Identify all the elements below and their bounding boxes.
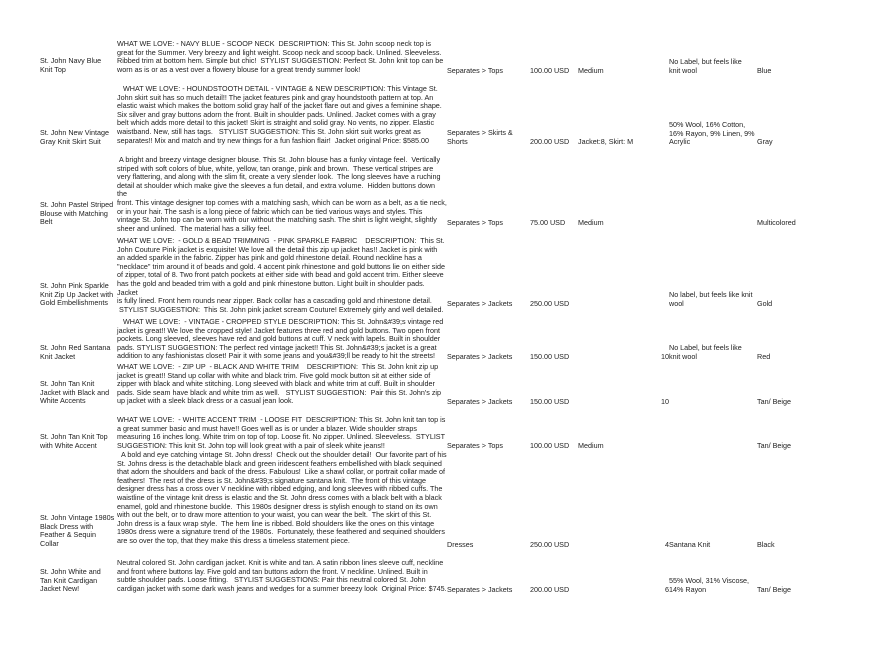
product-material: No label, but feels like knit wool <box>669 290 753 308</box>
product-note: 4 <box>665 540 669 549</box>
product-material: No Label, but feels like knit wool <box>669 343 742 361</box>
product-price: 250.00 USD <box>530 540 570 549</box>
product-description: WHAT WE LOVE: - NAVY BLUE - SCOOP NECK DESCRIPTION: This St. John scoop neck top is great for the Summer. Very breezy and light weight. Scoop neck and scoop back. Unlined. Sleeveless. Ribbed trim at bottom hem. Simple but chic! STYLIST SUGGESTION: Perfect St. John knit top can be worn as is or as a vest over a flowery blouse for a great trendy summer look! <box>117 39 444 74</box>
product-material: No Label, but feels like knit wool <box>669 57 742 75</box>
product-name: St. John Tan Knit Top with White Accent <box>40 432 108 450</box>
product-size: Jacket:8, Skirt: M <box>578 137 634 146</box>
product-name: St. John Red Santana Knit Jacket <box>40 343 111 361</box>
product-size: Medium <box>578 441 604 450</box>
product-description: WHAT WE LOVE: - GOLD & BEAD TRIMMING - PINK SPARKLE FABRIC DESCRIPTION: This St. John Couture Pink jacket is exquisite! We love all the detail this zip up jacket has!! Jacket is pink with an added sparkle in the fabric. Zipper has pink and gold rhinestone detail. Round neckline has a "necklace" trim around it of beads and gold. 4 accent pink rhinestone and gold buttons lie on either side of zipper, total of 8. Two front patch pockets at either side with bead and gold accent trim. Either sleeve has the gold and beaded trim with a gold and pink rhinestone button. Light built in shoulder pads. Jacket is fully lined. Front hem rounds near zipper. Back collar has a cascading gold and rhinestone detail. STYLIST SUGGESTION: This St. John pink jacket scream Couture! Extremely girly and well detailed. <box>117 236 445 314</box>
product-material: 50% Wool, 16% Cotton, 16% Rayon, 9% Linen, 9% Acrylic <box>669 120 755 147</box>
product-size: Medium <box>578 218 604 227</box>
product-note: 10 <box>661 397 669 406</box>
product-description: WHAT WE LOVE: - ZIP UP - BLACK AND WHITE TRIM DESCRIPTION: This St. John knit zip up jacket is great!! Stand up collar with white and black trim. Five gold mock button sit at either side of zipper with black and white stitching. Long sleeved with black and white trim at cuff. Built in shoulder pads. Side seam have black and white trim as well. STYLIST SUGGESTION: Pair this St. John's zip up jacket with a sleek black dress or a casual jean look. <box>117 362 442 406</box>
product-color: Multicolored <box>757 218 796 227</box>
product-description: A bold and eye catching vintage St. John dress! Check out the shoulder detail! Our favorite part of his St. Johns dress is the detachable black and green iridescent feathers embellished with black sequined that adorn the shoulders and back of the dress. Fabulous! Like a shawl collar, or portrait collar made of feathers! The rest of the dress is St. John&#39;s signature santana knit. The front of this vintage designer dress has a cross over V neckline with ribbed edging, and long sleeves with ribbed cuffs. The waistline of the vintage knit dress is elastic and the St. John dress comes with a black belt with a black enamel, gold and rhinestone buckle. This 1980s designer dress is stylish enough to stand on its own with out the belt, or to draw more attention to your waist, you can wear the belt. The skirt of this St. John dress is a faux wrap style. The hem line is ribbed. Bold shoulders like the ones on this vintage 1980s dress were a signature trend of the 1980s. Fortunately, these feathered and sequined shoulders are so over the top, that they make this dress a timeless statement piece. <box>117 450 447 545</box>
product-category: Separates > Jackets <box>447 397 513 406</box>
product-description: WHAT WE LOVE: - HOUNDSTOOTH DETAIL - VINTAGE & NEW DESCRIPTION: This Vintage St. John skirt suit has so much detail!! The jacket features pink and gray houndstooth pattern at top. An elastic waist which makes the bottom solid gray half of the jacket flare out and gives a feminine shape. Six silver and gray buttons adorn the front. Built in shoulder pads. Unlined. Jacket comes with a gray belt which adds more detail to this jacket! Skirt is straight and solid gray. No vents, no zipper. Elastic waistband. New, still has tags. STYLIST SUGGESTION: This St. John skirt suit works great as separates!! Mix and match and try new things for a fun fashion flair! Jacket original Price: $585.00 <box>117 84 442 145</box>
product-description: A bright and breezy vintage designer blouse. This St. John blouse has a funky vintage feel. Vertically striped with soft colors of blue, white, yellow, tan orange, pink and brown. These vertical stripes are very flattering, and along with the slim fit, create a very slender look. The long sleeves have a ruching detail at shoulder which make give the sleeves a fun detail, and extra volume. Hidden buttons down the front. This vintage designer top comes with a matching sash, which can be worn as a belt, as a tie neck, or in your hair. The sash is a long piece of fabric which can be tied various ways and styles. This vintage St. John top can be worn with our without the matching sash. The shirt is light weight, slightly sheer and unlined. The material has a silky feel. <box>117 155 447 233</box>
product-material: 55% Wool, 31% Viscose, 14% Rayon <box>669 576 750 594</box>
product-category: Separates > Tops <box>447 66 504 75</box>
product-category: Separates > Jackets <box>447 299 513 308</box>
product-color: Red <box>757 352 771 361</box>
product-price: 150.00 USD <box>530 397 570 406</box>
product-color: Black <box>757 540 775 549</box>
product-price: 250.00 USD <box>530 299 570 308</box>
product-note: 10 <box>661 352 669 361</box>
product-category: Separates > Tops <box>447 218 504 227</box>
product-category: Separates > Skirts & Shorts <box>447 128 513 146</box>
product-category: Dresses <box>447 540 474 549</box>
product-price: 100.00 USD <box>530 441 570 450</box>
product-material: Santana Knit <box>669 540 711 549</box>
product-description: WHAT WE LOVE: - WHITE ACCENT TRIM - LOOSE FIT DESCRIPTION: This St. John knit tan top is a great summer basic and must have!! Goes well as is or under a blazer. Wide shoulder straps measuring 16 inches long. White trim on top of top. Loose fit. No zipper. Unlined. Sleeveless. STYLIST SUGGESTION: This knit St. John top will look great with a pair of sleek white jeans!! <box>117 415 446 450</box>
product-color: Tan/ Beige <box>757 441 791 450</box>
product-category: Separates > Tops <box>447 441 504 450</box>
product-price: 100.00 USD <box>530 66 570 75</box>
product-category: Separates > Jackets <box>447 585 513 594</box>
product-name: St. John White and Tan Knit Cardigan Jacket New! <box>40 567 101 594</box>
product-note: 6 <box>665 585 669 594</box>
product-name: St. John Pink Sparkle Knit Zip Up Jacket with Gold Embellishments <box>40 281 114 308</box>
product-category: Separates > Jackets <box>447 352 513 361</box>
product-description: WHAT WE LOVE: - VINTAGE - CROPPED STYLE DESCRIPTION: This St. John&#39;s vintage red jacket is great!! We love the cropped style! Jacket features three red and gold buttons. Two open front pockets. Long sleeved, sleeves have red and gold buttons at cuff. V neck with lapels. Built in shoulder pads. STYLIST SUGGESTION: The perfect red vintage jacket!! This St. John&#39;s jacket is a great addition to any fashionistas closet! Pair it with some jeans and you&#39;ll be ready to hit the streets! <box>117 317 444 361</box>
product-price: 75.00 USD <box>530 218 566 227</box>
product-name: St. John New Vintage Gray Knit Skirt Suit <box>40 128 109 146</box>
product-price: 200.00 USD <box>530 585 570 594</box>
product-name: St. John Tan Knit Jacket with Black and White Accents <box>40 379 110 406</box>
product-color: Blue <box>757 66 772 75</box>
product-color: Tan/ Beige <box>757 585 791 594</box>
product-description: Neutral colored St. John cardigan jacket. Knit is white and tan. A satin ribbon lines sleeve cuff, neckline and front where buttons lay. Five gold and tan buttons adorn the front. V neckline. Unlined. Built in subtle shoulder pads. Loose fitting. STYLIST SUGGESTIONS: Pair this neutral colored St. John cardigan jacket with some dark wash jeans and wedges for a summer breezy look Original Price: $745. <box>117 558 447 593</box>
product-color: Gray <box>757 137 773 146</box>
product-name: St. John Pastel Striped Blouse with Matching Belt <box>40 200 114 227</box>
product-name: St. John Navy Blue Knit Top <box>40 56 102 74</box>
product-color: Gold <box>757 299 773 308</box>
product-name: St. John Vintage 1980s Black Dress with Feather & Sequin Collar <box>40 513 115 548</box>
product-color: Tan/ Beige <box>757 397 791 406</box>
product-price: 150.00 USD <box>530 352 570 361</box>
product-price: 200.00 USD <box>530 137 570 146</box>
product-size: Medium <box>578 66 604 75</box>
